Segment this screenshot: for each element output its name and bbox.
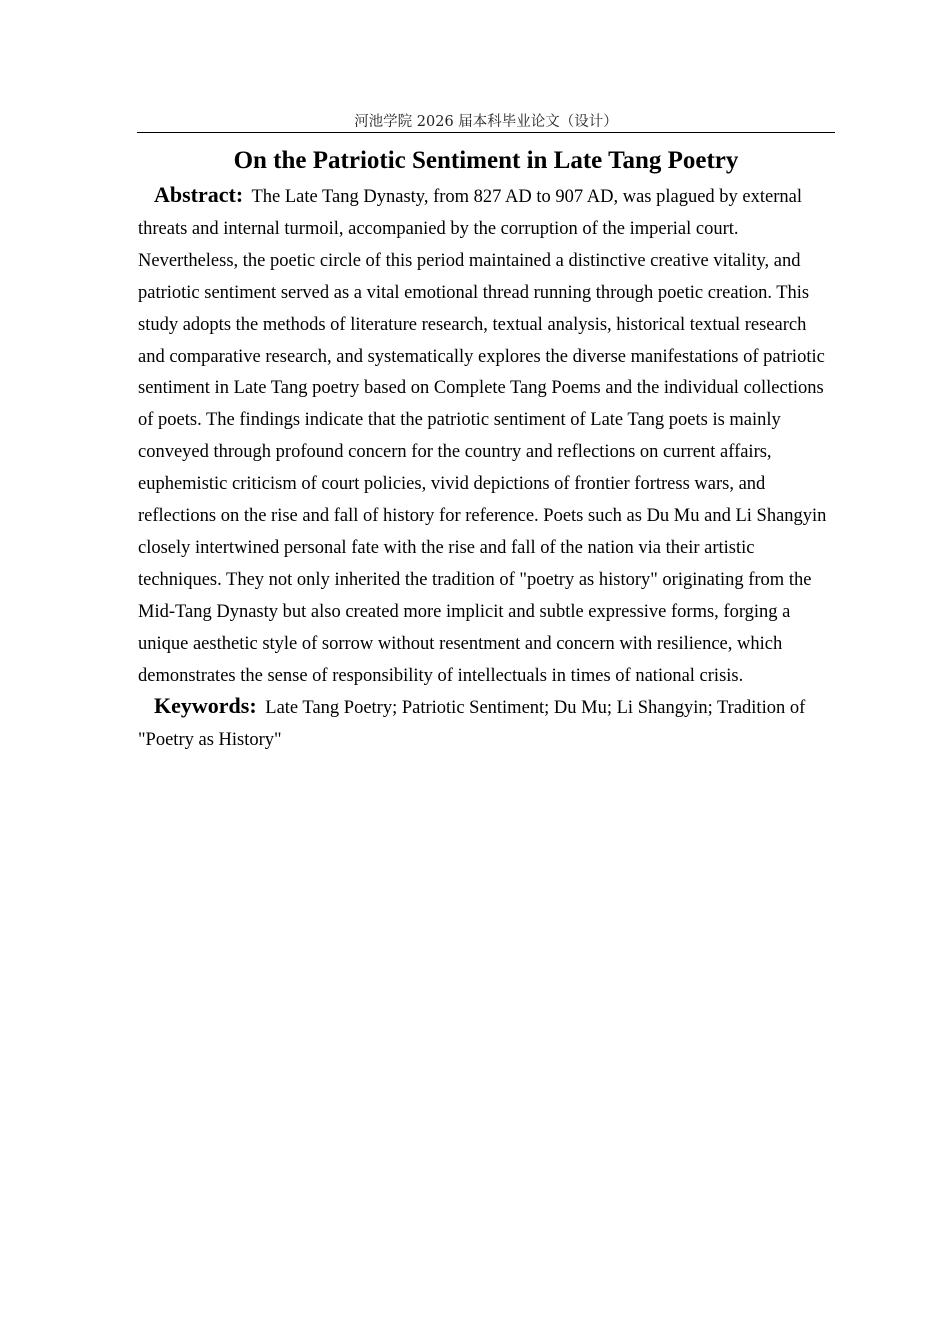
keywords-text: Late Tang Poetry; Patriotic Sentiment; Du Mu; Li Shangyin; Tradition of "Poetry as History": [138, 698, 806, 750]
paper-title: On the Patriotic Sentiment in Late Tang Poetry: [233, 147, 739, 174]
abstract-paragraph: [138, 179, 835, 693]
abstract-label: Abstract:: [154, 182, 244, 207]
keywords-paragraph: [138, 690, 835, 757]
keywords-label: Keywords:: [154, 693, 257, 718]
running-header: 河池学院 2026 届本科毕业论文（设计）: [137, 113, 835, 133]
abstract-text: The Late Tang Dynasty, from 827 AD to 907 AD, was plagued by external threats and internal turmoil, accompanied by the corruption of the imperial court. Nevertheless, the poetic circle of this period maintained a distinctive creative vitality, and patriotic sentiment served as a vital emotional thread running through poetic creation. This study adopts the methods of literature research, textual analysis, historical textual research and comparative research, and systematically explores the diverse manifestations of patriotic sentiment in Late Tang poetry based on Complete Tang Poems and the individual collections of poets. The findings indicate that the patriotic sentiment of Late Tang poets is mainly conveyed through profound concern for the country and reflections on current affairs, euphemistic criticism of court policies, vivid depictions of frontier fortress wars, and reflections on the rise and fall of history for reference. Poets such as Du Mu and Li Shangyin closely intertwined personal fate with the rise and fall of the nation via their artistic techniques. They not only inherited the tradition of "poetry as history" originating from the Mid-Tang Dynasty but also created more implicit and subtle expressive forms, forging a unique aesthetic style of sorrow without resentment and concern with resilience, which demonstrates the sense of responsibility of intellectuals in times of national crisis.: [138, 187, 827, 686]
